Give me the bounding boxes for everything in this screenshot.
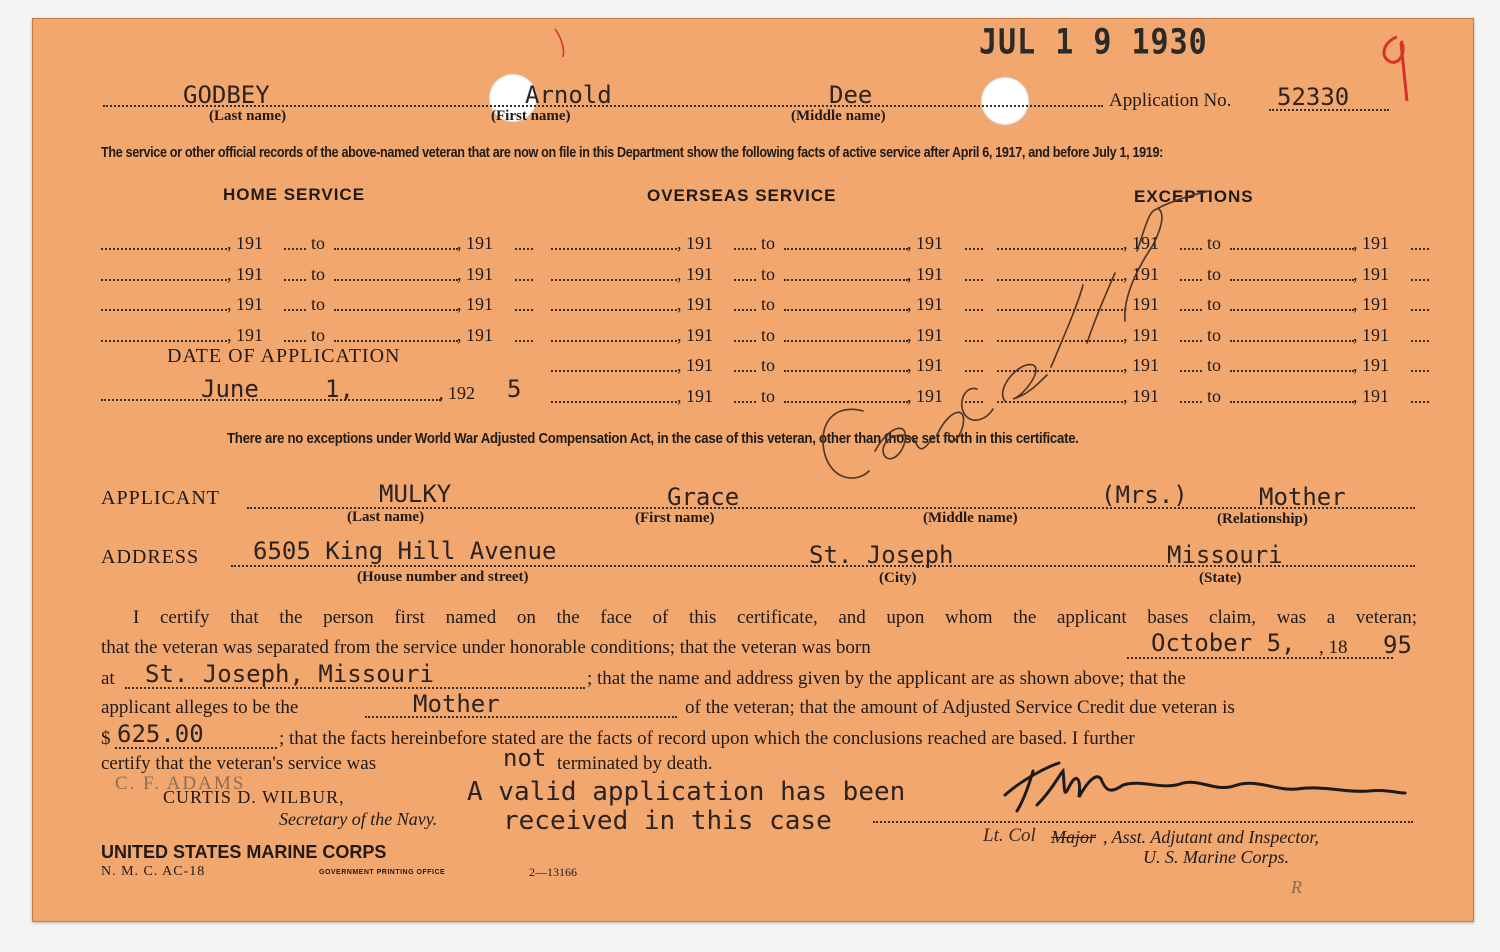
date-row-to: to	[311, 294, 326, 314]
print-number: 2—13166	[529, 865, 577, 879]
applicant-label: APPLICANT	[101, 487, 221, 509]
date-row-year-prefix: , 191	[677, 233, 713, 253]
date-blank-line	[334, 248, 458, 250]
date-row-to: to	[1207, 233, 1222, 253]
date-row-to: to	[1207, 264, 1222, 284]
date-of-application-label: DATE OF APPLICATION	[167, 345, 401, 367]
certification-line-4-prefix: applicant alleges to be the	[101, 697, 299, 718]
applicant-middle-name: (Mrs.)	[1101, 481, 1188, 509]
date-row-year-suffix: , 191	[907, 233, 943, 253]
date-blank-line	[551, 309, 677, 311]
date-blank-line	[1411, 309, 1429, 311]
punch-hole	[981, 77, 1029, 125]
date-row-year-suffix: , 191	[907, 386, 943, 406]
pencil-initials: R	[1291, 877, 1302, 897]
date-blank-line	[1230, 248, 1354, 250]
date-row-to: to	[761, 355, 776, 375]
date-row-to: to	[761, 294, 776, 314]
received-date-stamp: JUL 1 9 1930	[979, 22, 1208, 63]
certification-line-4: of the veteran; that the amount of Adjusted Service Credit due veteran is	[685, 697, 1235, 718]
date-row-year-suffix: , 191	[1353, 325, 1389, 345]
certification-line-6: certify that the veteran's service was	[101, 753, 377, 774]
date-row-year-prefix: , 191	[227, 325, 263, 345]
alleged-relationship: Mother	[413, 690, 500, 718]
applicant-first-name: Grace	[667, 483, 740, 511]
date-blank-line	[284, 309, 306, 311]
date-blank-line	[1230, 401, 1354, 403]
veteran-birth-date: October 5,	[1151, 629, 1296, 657]
date-blank-line	[1411, 370, 1429, 372]
date-blank-line	[515, 248, 533, 250]
date-blank-line	[101, 279, 227, 281]
home-service-date-row	[101, 325, 521, 345]
applicant-relationship: Mother	[1259, 483, 1346, 511]
address-state-label: (State)	[1199, 570, 1242, 586]
date-row-year-suffix: , 191	[1353, 355, 1389, 375]
date-row-year-prefix: , 191	[677, 355, 713, 375]
applicant-relationship-label: (Relationship)	[1217, 511, 1308, 527]
date-row-year-suffix: , 191	[457, 294, 493, 314]
officer-corps: U. S. Marine Corps.	[1143, 847, 1290, 867]
date-row-year-prefix: , 191	[1123, 325, 1159, 345]
red-tick-mark	[543, 23, 583, 63]
date-blank-line	[1230, 309, 1354, 311]
valid-application-notice-1: A valid application has been	[467, 777, 906, 807]
date-blank-line	[334, 309, 458, 311]
date-row-to: to	[761, 386, 776, 406]
issuing-organization: UNITED STATES MARINE CORPS	[101, 842, 387, 862]
secretary-name: CURTIS D. WILBUR,	[163, 787, 345, 807]
date-row-year-suffix: , 191	[907, 355, 943, 375]
home-service-date-row	[101, 264, 521, 284]
date-row-year-prefix: , 191	[677, 386, 713, 406]
overseas-service-heading: OVERSEAS SERVICE	[647, 186, 837, 205]
date-blank-line	[1411, 401, 1429, 403]
date-blank-line	[515, 340, 533, 342]
date-row-to: to	[1207, 386, 1222, 406]
birth-place-prefix: at	[101, 668, 115, 689]
applicant-last-name-label: (Last name)	[347, 509, 425, 525]
date-row-year-prefix: , 191	[1123, 386, 1159, 406]
officer-signature	[993, 749, 1413, 819]
date-row-to: to	[761, 233, 776, 253]
date-row-to: to	[1207, 325, 1222, 345]
red-pencil-mark	[1363, 29, 1423, 109]
date-blank-line	[551, 340, 677, 342]
applicant-middle-name-label: (Middle name)	[923, 510, 1018, 526]
officer-title: , Asst. Adjutant and Inspector,	[1103, 827, 1319, 847]
date-row-to: to	[761, 264, 776, 284]
date-row-year-suffix: , 191	[1353, 386, 1389, 406]
date-row-to: to	[761, 325, 776, 345]
date-row-to: to	[311, 264, 326, 284]
certification-line-3: ; that the name and address given by the applicant are as shown above; that the	[587, 668, 1186, 689]
applicant-first-name-label: (First name)	[635, 510, 715, 526]
date-blank-line	[551, 248, 677, 250]
veteran-middle-name: Dee	[829, 81, 873, 109]
date-blank-line	[1411, 279, 1429, 281]
date-row-to: to	[311, 325, 326, 345]
date-blank-line	[515, 279, 533, 281]
not-word: not	[503, 744, 547, 772]
home-service-heading: HOME SERVICE	[223, 185, 366, 204]
date-row-year-prefix: , 191	[227, 233, 263, 253]
date-blank-line	[101, 340, 227, 342]
veteran-last-name-label: (Last name)	[209, 108, 287, 124]
date-row-year-suffix: , 191	[1353, 264, 1389, 284]
overprint-name: C. F. ADAMS	[115, 773, 246, 794]
address-label: ADDRESS	[101, 546, 200, 568]
home-service-date-row	[101, 233, 521, 253]
veteran-birth-place: St. Joseph, Missouri	[145, 660, 434, 688]
date-row-year-prefix: , 191	[677, 294, 713, 314]
date-row-year-suffix: , 191	[1353, 233, 1389, 253]
application-day: 1,	[325, 375, 354, 403]
date-blank-line	[101, 248, 227, 250]
date-blank-line	[1230, 370, 1354, 372]
certification-line-2: that the veteran was separated from the service under honorable conditions; that the veteran was born	[101, 637, 871, 658]
address-street-label: (House number and street)	[357, 569, 529, 585]
date-blank-line	[1411, 340, 1429, 342]
date-row-to: to	[1207, 355, 1222, 375]
application-date-line	[101, 399, 441, 401]
date-blank-line	[551, 370, 677, 372]
application-year-digit: 5	[507, 375, 522, 403]
birth-year-prefix: , 18	[1319, 637, 1348, 658]
records-statement: The service or other official records of the above-named veteran that are now on file in this Department show the following facts of active service after April 6, 1917, and before July 1, 1919:	[101, 144, 1164, 161]
date-row-year-suffix: , 191	[907, 325, 943, 345]
birth-year-digits: 95	[1383, 631, 1412, 659]
address-city: St. Joseph	[809, 541, 954, 569]
date-row-year-prefix: , 191	[1123, 355, 1159, 375]
date-blank-line	[334, 279, 458, 281]
date-blank-line	[284, 279, 306, 281]
application-month: June	[201, 375, 259, 403]
address-state: Missouri	[1167, 541, 1283, 569]
date-row-year-prefix: , 191	[1123, 233, 1159, 253]
date-row-year-suffix: , 191	[907, 264, 943, 284]
certification-line-6-end: terminated by death.	[557, 753, 713, 774]
adjusted-service-credit-amount: 625.00	[117, 720, 204, 748]
date-row-year-prefix: , 191	[227, 294, 263, 314]
exceptions-heading: EXCEPTIONS	[1134, 187, 1254, 206]
struck-rank: Major	[1051, 827, 1096, 847]
date-row-year-prefix: , 191	[1123, 294, 1159, 314]
home-service-date-row	[101, 294, 521, 314]
date-blank-line	[515, 309, 533, 311]
date-blank-line	[551, 401, 677, 403]
date-blank-line	[101, 309, 227, 311]
application-number-label: Application No.	[1109, 90, 1232, 111]
valid-application-notice-2: received in this case	[503, 806, 832, 836]
veteran-first-name-label: (First name)	[491, 108, 571, 124]
date-blank-line	[334, 340, 458, 342]
date-row-year-prefix: , 191	[227, 264, 263, 284]
date-row-year-suffix: , 191	[457, 325, 493, 345]
date-row-year-suffix: , 191	[457, 264, 493, 284]
date-blank-line	[1230, 340, 1354, 342]
address-city-label: (City)	[879, 570, 917, 586]
applicant-last-name: MULKY	[379, 480, 452, 508]
date-row-to: to	[1207, 294, 1222, 314]
application-number: 52330	[1277, 83, 1350, 111]
date-row-year-prefix: , 191	[677, 264, 713, 284]
date-row-year-prefix: , 191	[677, 325, 713, 345]
certification-line-5: ; that the facts hereinbefore stated are the facts of record upon which the conclusions reached are based. I further	[279, 728, 1135, 749]
secretary-title: Secretary of the Navy.	[279, 809, 438, 829]
date-row-to: to	[311, 233, 326, 253]
certification-line-1: I certify that the person first named on the face of this certificate, and upon whom the applicant bases claim, was a veteran;	[133, 607, 1417, 628]
veteran-first-name: Arnold	[525, 81, 612, 109]
signature-line	[873, 821, 1413, 823]
printer-imprint: GOVERNMENT PRINTING OFFICE	[319, 869, 446, 876]
service-certificate-card	[32, 18, 1474, 922]
handwritten-rank: Lt. Col	[983, 825, 1036, 846]
date-blank-line	[1230, 279, 1354, 281]
date-row-year-suffix: , 191	[907, 294, 943, 314]
date-row-year-prefix: , 191	[1123, 264, 1159, 284]
form-number: N. M. C. AC-18	[101, 864, 206, 879]
date-row-year-suffix: , 191	[1353, 294, 1389, 314]
application-year-prefix: , 192	[439, 383, 475, 403]
exceptions-statement: There are no exceptions under World War Adjusted Compensation Act, in the case of this veteran, other than those set forth in this certificate.	[227, 430, 1079, 447]
date-blank-line	[1411, 248, 1429, 250]
veteran-last-name: GODBEY	[183, 81, 270, 109]
address-street: 6505 King Hill Avenue	[253, 537, 557, 565]
date-blank-line	[284, 340, 306, 342]
date-row-year-suffix: , 191	[457, 233, 493, 253]
date-blank-line	[551, 279, 677, 281]
cancelled-handwriting	[733, 189, 1213, 529]
veteran-middle-name-label: (Middle name)	[791, 108, 886, 124]
relationship-line	[365, 716, 677, 718]
date-blank-line	[284, 248, 306, 250]
birth-date-line	[1127, 657, 1393, 659]
dollar-sign: $	[101, 728, 111, 749]
